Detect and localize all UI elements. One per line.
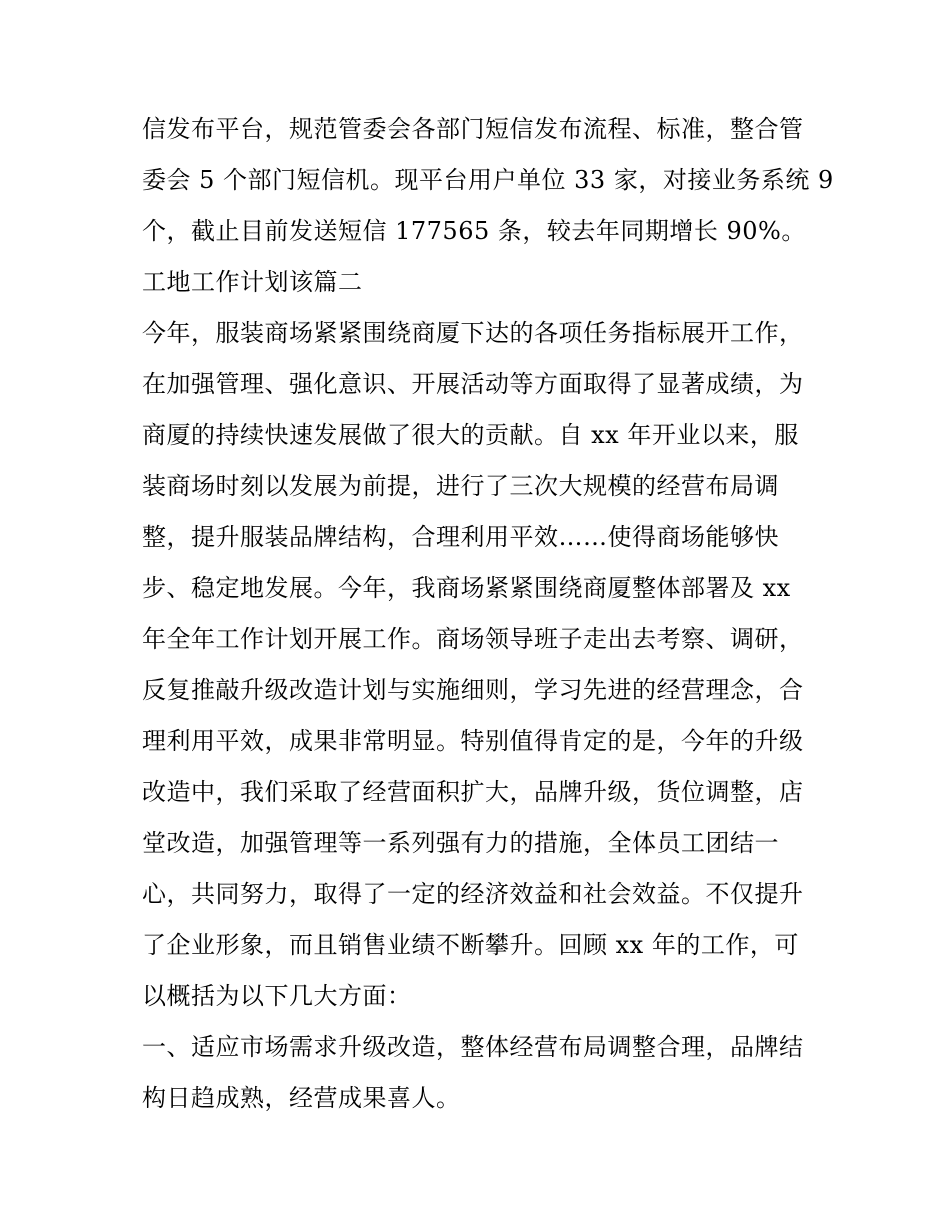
text-line-6: 在加强管理、强化意识、开展活动等方面取得了显著成绩，为 xyxy=(142,370,804,398)
text-line-17: 了企业形象，而且销售业绩不断攀升。回顾 xx 年的工作，可 xyxy=(142,931,799,959)
text-line-12: 反复推敲升级改造计划与实施细则，学习先进的经营理念，合 xyxy=(142,676,804,704)
text-line-9: 整，提升服装品牌结构，合理利用平效……使得商场能够快 xyxy=(142,523,779,551)
text-line-15: 堂改造，加强管理等一系列强有力的措施，全体员工团结一 xyxy=(142,829,779,857)
text-line-11: 年全年工作计划开展工作。商场领导班子走出去考察、调研， xyxy=(142,625,804,653)
text-line-3: 个，截止目前发送短信 177565 条，较去年同期增长 90%。 xyxy=(142,217,806,245)
text-line-18: 以概括为以下几大方面： xyxy=(142,982,412,1010)
section-heading: 工地工作计划该篇二 xyxy=(142,268,363,296)
text-line-16: 心，共同努力，取得了一定的经济效益和社会效益。不仅提升 xyxy=(142,880,804,908)
text-line-2: 委会 5 个部门短信机。现平台用户单位 33 家，对接业务系统 9 xyxy=(142,166,834,194)
text-line-1: 信发布平台，规范管委会各部门短信发布流程、标准，整合管 xyxy=(142,115,804,143)
text-line-20: 构日趋成熟，经营成果喜人。 xyxy=(142,1084,461,1112)
text-line-13: 理利用平效，成果非常明显。特别值得肯定的是，今年的升级 xyxy=(142,727,804,755)
text-line-5: 今年，服装商场紧紧围绕商厦下达的各项任务指标展开工作， xyxy=(142,319,804,347)
text-line-10: 步、稳定地发展。今年，我商场紧紧围绕商厦整体部署及 xx xyxy=(142,574,791,602)
text-line-8: 装商场时刻以发展为前提，进行了三次大规模的经营布局调 xyxy=(142,472,779,500)
text-line-7: 商厦的持续快速发展做了很大的贡献。自 xx 年开业以来，服 xyxy=(142,421,799,449)
text-line-14: 改造中，我们采取了经营面积扩大，品牌升级，货位调整，店 xyxy=(142,778,804,806)
text-line-19: 一、适应市场需求升级改造，整体经营布局调整合理，品牌结 xyxy=(142,1033,804,1061)
